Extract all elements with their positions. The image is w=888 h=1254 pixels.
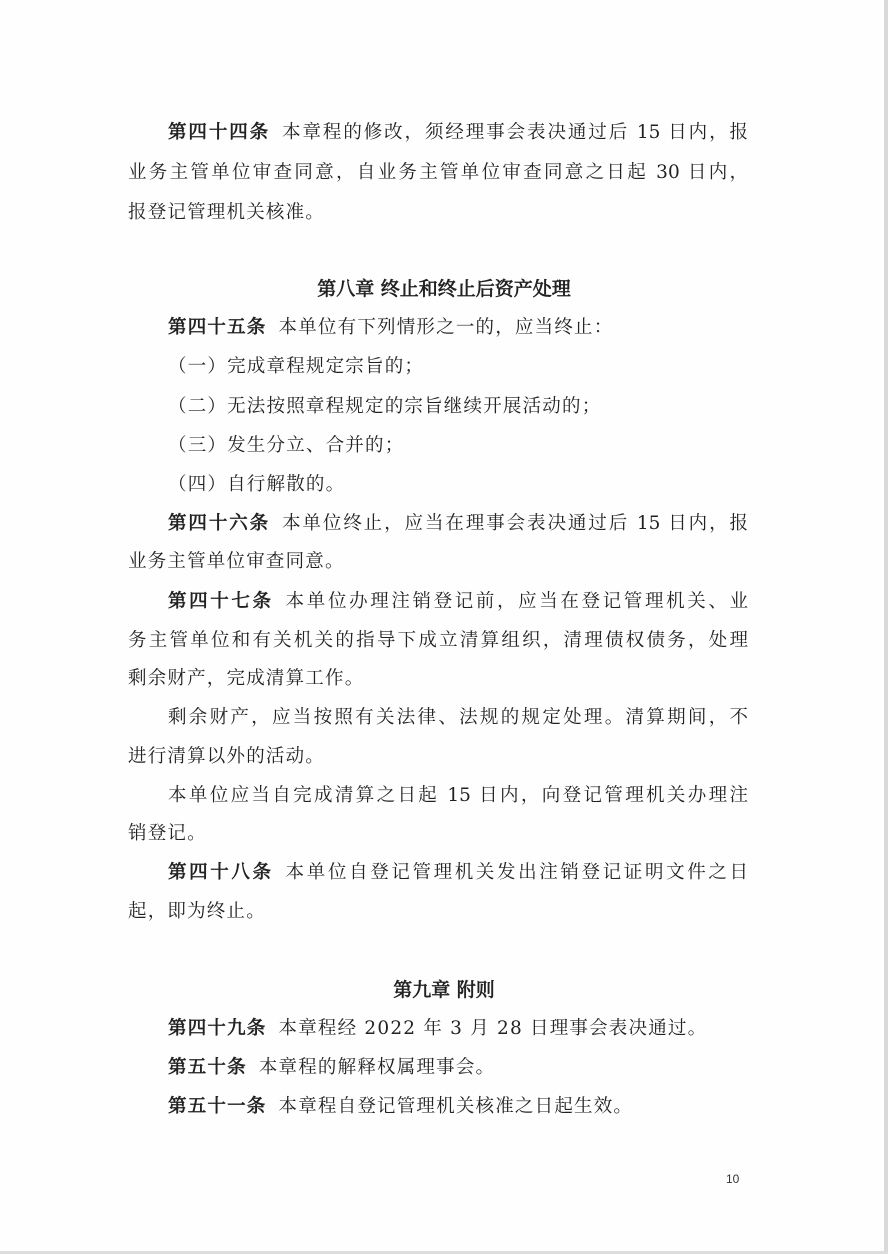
page-right-edge-shadow [884,0,888,1254]
article-47-label: 第四十七条 [168,591,274,612]
article-47-line-1 [168,590,748,614]
article-49-text: 本章程经 2022 年 3 月 28 日理事会表决通过。 [278,1018,708,1039]
article-47-line-2: 务主管单位和有关机关的指导下成立清算组织，清理债权债务，处理 [128,630,748,651]
article-50-label: 第五十条 [168,1057,247,1078]
article-48-line-1 [168,861,748,885]
chapter-8-heading: 第八章 终止和终止后资产处理 [317,278,571,300]
article-50-text: 本章程的解释权属理事会。 [258,1057,496,1078]
article-48-text: 本单位自登记管理机关发出注销登记证明文件之日 [285,862,748,883]
article-44-line-1 [168,121,748,145]
article-44-line-2: 业务主管单位审查同意，自业务主管单位审查同意之日起 30 日内， [128,162,748,183]
article-45-item-3: （三）发生分立、合并的； [168,435,405,456]
article-45-line-1 [168,316,748,340]
article-46-label: 第四十六条 [168,513,271,534]
article-45-text: 本单位有下列情形之一的，应当终止： [278,317,614,338]
article-44-text: 本章程的修改，须经理事会表决通过后 15 日内，报 [282,122,748,143]
article-48-line-2: 起，即为终止。 [128,901,266,922]
article-48-label: 第四十八条 [168,862,274,883]
article-45-label: 第四十五条 [168,317,267,338]
article-51-text: 本章程自登记管理机关核准之日起生效。 [278,1096,634,1117]
article-47-para-3-line-1: 本单位应当自完成清算之日起 15 日内，向登记管理机关办理注 [168,785,748,806]
article-47-para-2-line-1: 剩余财产，应当按照有关法律、法规的规定处理。清算期间，不 [168,707,748,728]
article-45-item-2: （二）无法按照章程规定的宗旨继续开展活动的； [168,396,602,417]
article-45-item-1: （一）完成章程规定宗旨的； [168,356,425,377]
article-46-text: 本单位终止，应当在理事会表决通过后 15 日内，报 [282,513,748,534]
article-45-item-4: （四）自行解散的。 [168,474,346,495]
article-47-text: 本单位办理注销登记前，应当在登记管理机关、业 [285,591,748,612]
article-44-label: 第四十四条 [168,122,271,143]
article-47-line-3: 剩余财产，完成清算工作。 [128,668,365,689]
article-51-label: 第五十一条 [168,1096,267,1117]
page-number: 10 [726,1172,740,1186]
article-46-line-2: 业务主管单位审查同意。 [128,551,345,572]
article-50-line-1 [168,1056,748,1080]
chapter-9-heading: 第九章 附则 [393,979,495,1001]
article-47-para-3-line-2: 销登记。 [128,823,207,844]
article-51-line-1 [168,1095,748,1119]
article-49-line-1 [168,1017,748,1041]
article-49-label: 第四十九条 [168,1018,267,1039]
article-46-line-1 [168,512,748,536]
article-44-line-3: 报登记管理机关核准。 [128,202,326,223]
article-47-para-2-line-2: 进行清算以外的活动。 [128,746,326,767]
